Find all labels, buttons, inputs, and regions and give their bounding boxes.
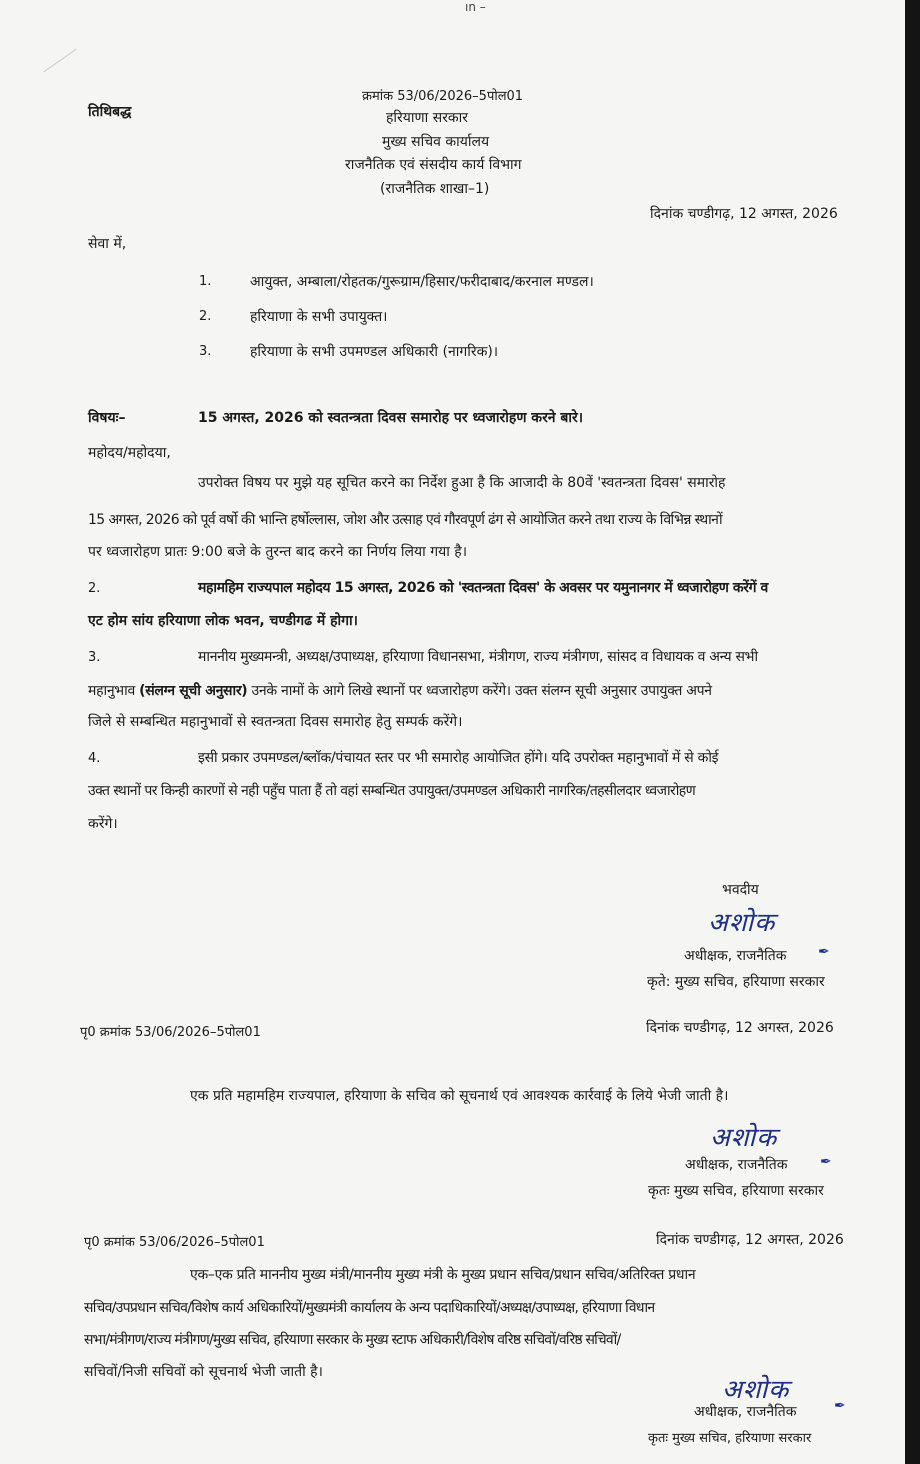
para1-line3: पर ध्वजारोहण प्रातः 9:00 बजे के तुरन्त बाद करने का निर्णय लिया गया है। (88, 544, 468, 560)
para3-line1: माननीय मुख्यमन्त्री, अध्यक्ष/उपाध्यक्ष, हरियाणा विधानसभा, मंत्रीगण, राज्य मंत्रीगण, सांसद व विधायक व अन्य सभी (198, 649, 758, 665)
header-office: मुख्य सचिव कार्यालय (382, 134, 490, 150)
subject-text: 15 अगस्त, 2026 को स्वतन्त्रता दिवस समारोह पर ध्वजारोहण करने बारे। (198, 410, 584, 426)
para4-line3: करेंगे। (88, 816, 118, 832)
pen-mark-icon: ✒ (818, 944, 830, 960)
endorsement1-date: दिनांक चण्डीगढ़, 12 अगस्त, 2026 (646, 1020, 834, 1036)
top-scribble: ın – (465, 0, 486, 14)
signatory-on-behalf: कृते: मुख्य सचिव, हरियाणा सरकार (647, 974, 825, 990)
signature: अशोक (708, 908, 776, 938)
endorsement2-ref: पृ0 क्रमांक 53/06/2026–5पोल01 (84, 1235, 265, 1250)
para4-num: 4. (88, 751, 101, 766)
signatory-on-behalf: कृतः मुख्य सचिव, हरियाणा सरकार (648, 1183, 824, 1199)
para1-line2: 15 अगस्त, 2026 को पूर्व वर्षो की भान्ति हर्षोल्लास, जोश और उत्साह एवं गौरवपूर्ण ढंग से आयोजित करने तथा राज्य के विभिन्न स्थानों (88, 512, 722, 528)
signatory-designation: अधीक्षक, राजनैतिक (684, 948, 787, 964)
endorsement1-ref: पृ0 क्रमांक 53/06/2026–5पोल01 (80, 1025, 261, 1040)
recipient-text: हरियाणा के सभी उपायुक्त। (250, 309, 388, 325)
para2-num: 2. (88, 581, 101, 596)
para1-line1: उपरोक्त विषय पर मुझे यह सूचित करने का निर्देश हुआ है कि आजादी के 80वें 'स्वतन्त्रता दिवस' समारोह (198, 475, 726, 491)
recipient-text: हरियाणा के सभी उपमण्डल अधिकारी (नागरिक)। (250, 344, 499, 360)
para2-line2: एट होम सांय हरियाणा लोक भवन, चण्डीगढ में होगा। (88, 613, 358, 629)
endorsement2-line1: एक–एक प्रति माननीय मुख्य मंत्री/माननीय मुख्य मंत्री के मुख्य प्रधान सचिव/प्रधान सचिव/अतिरिक्त प्रधान (190, 1267, 696, 1283)
recipient-text: आयुक्त, अम्बाला/रोहतक/गुरूग्राम/हिसार/फरीदाबाद/करनाल मण्डल। (250, 274, 594, 290)
endorsement2-line4: सचिवों/निजी सचिवों को सूचनार्थ भेजी जाती है। (84, 1364, 323, 1380)
signature: अशोक (710, 1123, 778, 1153)
letter-date: दिनांक चण्डीगढ़, 12 अगस्त, 2026 (650, 206, 838, 222)
salutation: महोदय/महोदया, (88, 445, 171, 461)
header-department: राजनैतिक एवं संसदीय कार्य विभाग (345, 157, 522, 173)
tithibaddh-label: तिथिबद्ध (88, 104, 132, 120)
attached-list-note: (संलग्न सूची अनुसार) (139, 683, 248, 699)
endorsement2-line3: सभा/मंत्रीगण/राज्य मंत्रीगण/मुख्य सचिव, हरियाणा सरकार के मुख्य स्टाफ अधिकारी/विशेष वरिष्ठ सचिवों/वरिष्ठ सचिवों/ (84, 1332, 621, 1348)
header-branch: (राजनैतिक शाखा–1) (380, 181, 490, 197)
para4-line2: उक्त स्थानों पर किन्ही कारणों से नही पहुँच पाता हैं तो वहां सम्बन्धित उपायुक्त/उपमण्डल अधिकारी नागरिक/तहसीलदार ध्वजारोहण (88, 783, 696, 799)
signatory-on-behalf: कृतः मुख्य सचिव, हरियाणा सरकार (648, 1431, 812, 1446)
para3-line3: जिले से सम्बन्धित महानुभावों से स्वतन्त्रता दिवस समारोह हेतु सम्पर्क करेंगे। (88, 714, 463, 730)
pen-mark-icon: ✒ (820, 1154, 832, 1170)
endorsement2-line2: सचिव/उपप्रधान सचिव/विशेष कार्य अधिकारियों/मुख्यमंत्री कार्यालय के अन्य पदाधिकारियों/अध्यक्ष/उपाध्यक्ष, हरियाणा विधान (84, 1300, 655, 1316)
recipient-num: 2. (199, 309, 212, 324)
paper-crease (43, 49, 76, 73)
endorsement2-date: दिनांक चण्डीगढ़, 12 अगस्त, 2026 (656, 1232, 844, 1248)
bhavdiya: भवदीय (722, 882, 759, 898)
para3-num: 3. (88, 650, 101, 665)
para4-line1: इसी प्रकार उपमण्डल/ब्लॉक/पंचायत स्तर पर भी समारोह आयोजित होंगे। यदि उपरोक्त महानुभावों में से कोई (198, 750, 719, 766)
recipient-num: 1. (199, 274, 212, 289)
endorsement1-text: एक प्रति महामहिम राज्यपाल, हरियाणा के सचिव को सूचनार्थ एवं आवश्यक कार्रवाई के लिये भेजी जाती है। (190, 1088, 729, 1104)
seva-me: सेवा में, (88, 236, 127, 252)
signatory-designation: अधीक्षक, राजनैतिक (694, 1404, 797, 1420)
header-govt: हरियाणा सरकार (386, 110, 469, 126)
subject-label: विषयः– (88, 410, 126, 426)
signature: अशोक (722, 1375, 790, 1405)
header-ref: क्रमांक 53/06/2026–5पोल01 (362, 89, 524, 104)
recipient-num: 3. (199, 344, 212, 359)
pen-mark-icon: ✒ (834, 1398, 846, 1414)
para3-line2-start: महानुभाव (88, 683, 140, 699)
para3-line2-end: उनके नामों के आगे लिखे स्थानों पर ध्वजारोहण करेंगे। उक्त संलग्न सूची अनुसार उपायुक्त अपने (247, 683, 712, 699)
background-edge (905, 0, 920, 1464)
signatory-designation: अधीक्षक, राजनैतिक (685, 1157, 788, 1173)
para3-line2 (88, 681, 850, 700)
para2-line1: महामहिम राज्यपाल महोदय 15 अगस्त, 2026 को 'स्वतन्त्रता दिवस' के अवसर पर यमुनानगर में ध्वजारोहण करेंगें व (198, 580, 768, 596)
